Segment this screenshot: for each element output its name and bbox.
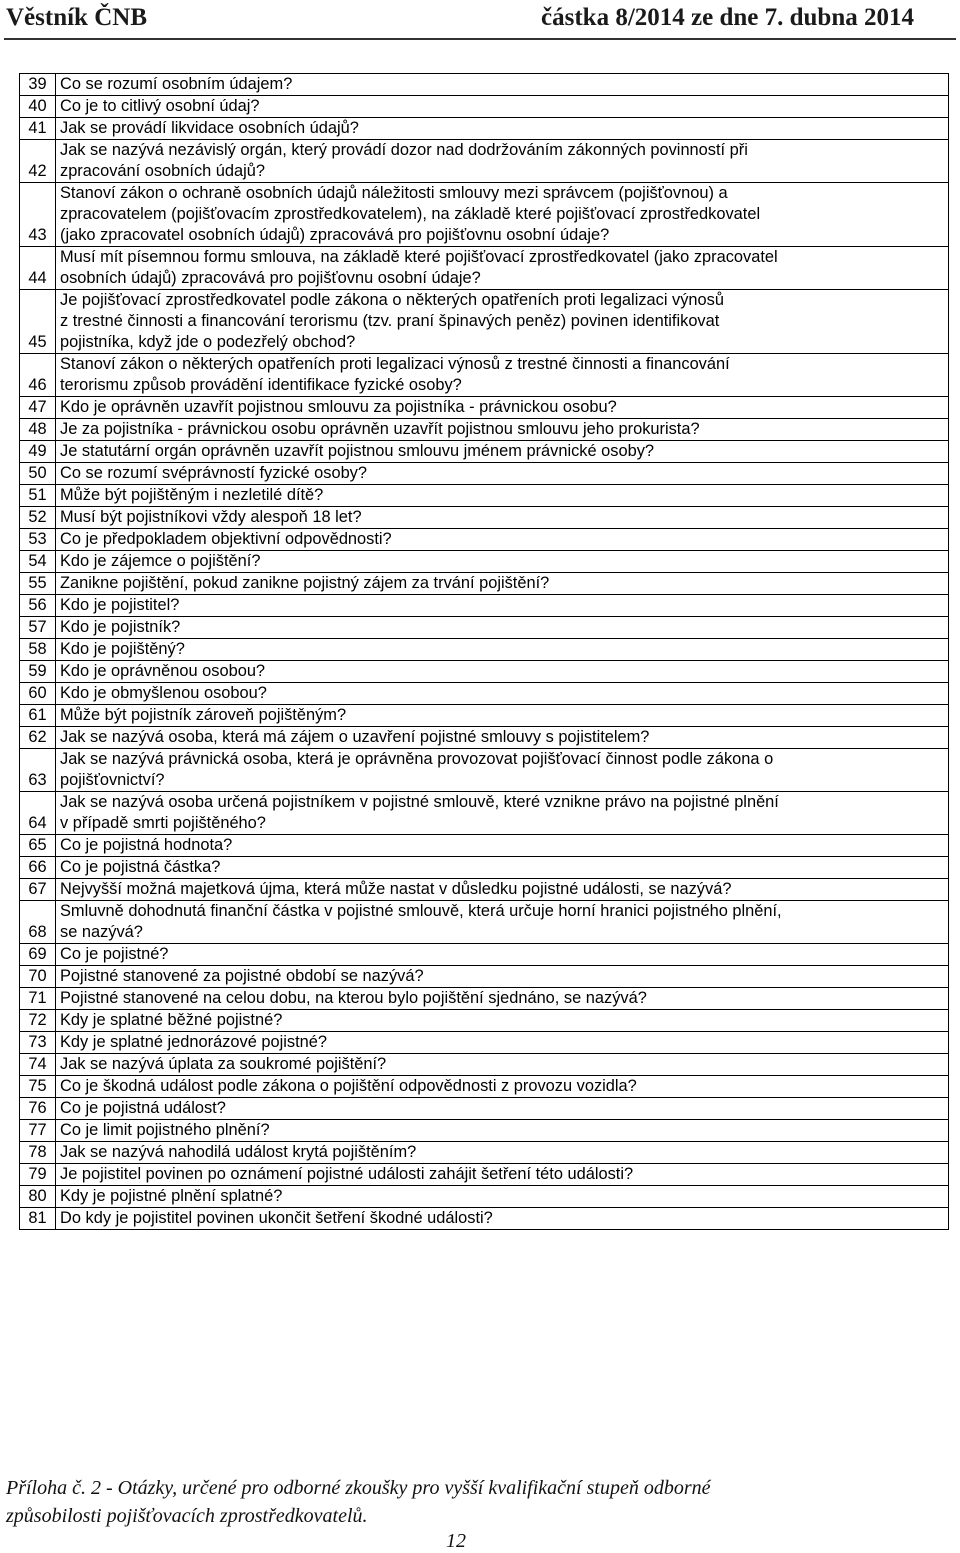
question-text: Nejvyšší možná majetková újma, která může nastat v důsledku pojistné události, se nazývá? [56, 879, 949, 901]
question-row [20, 463, 949, 485]
question-text: Musí být pojistníkovi vždy alespoň 18 let? [56, 507, 949, 529]
question-text: Kdy je splatné jednorázové pojistné? [56, 1032, 949, 1054]
question-row [20, 507, 949, 529]
question-number: 73 [20, 1032, 56, 1054]
question-number: 45 [20, 290, 56, 354]
question-row [20, 529, 949, 551]
question-text: Co je předpokladem objektivní odpovědnosti? [56, 529, 949, 551]
question-number: 54 [20, 551, 56, 573]
question-text: Může být pojištěným i nezletilé dítě? [56, 485, 949, 507]
question-number: 71 [20, 988, 56, 1010]
question-number: 72 [20, 1010, 56, 1032]
question-number: 50 [20, 463, 56, 485]
question-number: 81 [20, 1208, 56, 1230]
question-number: 52 [20, 507, 56, 529]
question-text: Co se rozumí osobním údajem? [56, 74, 949, 96]
question-number: 48 [20, 419, 56, 441]
question-row [20, 1208, 949, 1230]
question-number: 41 [20, 118, 56, 140]
question-text: Do kdy je pojistitel povinen ukončit šetření škodné události? [56, 1208, 949, 1230]
question-number: 80 [20, 1186, 56, 1208]
question-row [20, 573, 949, 595]
question-text: Co je pojistné? [56, 944, 949, 966]
question-text: Jak se nazývá úplata za soukromé pojištění? [56, 1054, 949, 1076]
question-text: Co je pojistná událost? [56, 1098, 949, 1120]
question-text: Stanoví zákon o některých opatřeních proti legalizaci výnosů z trestné činnosti a financování terorismu způsob provádění identifikace fyzické osoby? [56, 354, 949, 397]
question-text: Kdo je oprávněn uzavřít pojistnou smlouvu za pojistníka - právnickou osobu? [56, 397, 949, 419]
question-row [20, 290, 949, 354]
question-row [20, 485, 949, 507]
question-text: Může být pojistník zároveň pojištěným? [56, 705, 949, 727]
question-number: 67 [20, 879, 56, 901]
question-row [20, 1120, 949, 1142]
question-row [20, 1032, 949, 1054]
question-row [20, 1054, 949, 1076]
question-number: 46 [20, 354, 56, 397]
question-text: Pojistné stanovené na celou dobu, na kterou bylo pojištění sjednáno, se nazývá? [56, 988, 949, 1010]
question-text: Co je pojistná hodnota? [56, 835, 949, 857]
question-row [20, 96, 949, 118]
question-text: Co je škodná událost podle zákona o pojištění odpovědnosti z provozu vozidla? [56, 1076, 949, 1098]
question-text: Stanoví zákon o ochraně osobních údajů náležitosti smlouvy mezi správcem (pojišťovnou) a zpracovatelem (pojišťovacím zprostředkovatelem), na základě které pojišťovací zprostředkovatel (jako zpracovatel osobních údajů) zpracovává pro pojišťovnu osobní údaje? [56, 183, 949, 247]
question-text: Smluvně dohodnutá finanční částka v pojistné smlouvě, která určuje horní hranici pojistného plnění, se nazývá? [56, 901, 949, 944]
question-row [20, 74, 949, 96]
question-number: 59 [20, 661, 56, 683]
question-number: 39 [20, 74, 56, 96]
question-row [20, 661, 949, 683]
question-text: Co je limit pojistného plnění? [56, 1120, 949, 1142]
question-row [20, 397, 949, 419]
question-number: 62 [20, 727, 56, 749]
question-number: 61 [20, 705, 56, 727]
question-text: Kdo je pojistník? [56, 617, 949, 639]
question-number: 74 [20, 1054, 56, 1076]
question-row [20, 879, 949, 901]
question-row [20, 683, 949, 705]
question-text: Kdo je pojištěný? [56, 639, 949, 661]
question-row [20, 727, 949, 749]
question-number: 79 [20, 1164, 56, 1186]
question-number: 55 [20, 573, 56, 595]
question-number: 76 [20, 1098, 56, 1120]
question-number: 69 [20, 944, 56, 966]
question-row [20, 441, 949, 463]
question-number: 58 [20, 639, 56, 661]
question-row [20, 617, 949, 639]
question-number: 75 [20, 1076, 56, 1098]
question-number: 49 [20, 441, 56, 463]
question-text: Kdo je zájemce o pojištění? [56, 551, 949, 573]
question-number: 66 [20, 857, 56, 879]
question-text: Zanikne pojištění, pokud zanikne pojistný zájem za trvání pojištění? [56, 573, 949, 595]
question-number: 57 [20, 617, 56, 639]
question-text: Musí mít písemnou formu smlouva, na základě které pojišťovací zprostředkovatel (jako zpracovatel osobních údajů) zpracovává pro pojišťovnu osobní údaje? [56, 247, 949, 290]
question-number: 65 [20, 835, 56, 857]
question-text: Jak se nazývá osoba, která má zájem o uzavření pojistné smlouvy s pojistitelem? [56, 727, 949, 749]
question-text: Co se rozumí svéprávností fyzické osoby? [56, 463, 949, 485]
question-row [20, 1076, 949, 1098]
question-text: Kdo je oprávněnou osobou? [56, 661, 949, 683]
question-number: 70 [20, 966, 56, 988]
question-text: Jak se nazývá právnická osoba, která je oprávněna provozovat pojišťovací činnost podle zákona o pojišťovnictví? [56, 749, 949, 792]
question-text: Co je pojistná částka? [56, 857, 949, 879]
question-number: 44 [20, 247, 56, 290]
question-row [20, 857, 949, 879]
question-row [20, 247, 949, 290]
question-row [20, 705, 949, 727]
question-number: 60 [20, 683, 56, 705]
question-number: 43 [20, 183, 56, 247]
question-row [20, 749, 949, 792]
question-text: Kdy je splatné běžné pojistné? [56, 1010, 949, 1032]
question-row [20, 140, 949, 183]
question-text: Jak se nazývá nahodilá událost krytá pojištěním? [56, 1142, 949, 1164]
annex-caption: Příloha č. 2 - Otázky, určené pro odborné zkoušky pro vyšší kvalifikační stupeň odborné způsobilosti pojišťovacích zprostředkovatelů. [6, 1477, 711, 1527]
question-row [20, 1142, 949, 1164]
question-row [20, 1098, 949, 1120]
question-text: Je pojistitel povinen po oznámení pojistné události zahájit šetření této události? [56, 1164, 949, 1186]
question-row [20, 639, 949, 661]
page-number: 12 [446, 1530, 466, 1552]
question-number: 42 [20, 140, 56, 183]
issue-info: částka 8/2014 ze dne 7. dubna 2014 [541, 4, 914, 31]
question-row [20, 354, 949, 397]
question-number: 53 [20, 529, 56, 551]
question-text: Jak se nazývá nezávislý orgán, který provádí dozor nad dodržováním zákonných povinností při zpracování osobních údajů? [56, 140, 949, 183]
question-number: 51 [20, 485, 56, 507]
question-row [20, 944, 949, 966]
question-text: Co je to citlivý osobní údaj? [56, 96, 949, 118]
question-number: 63 [20, 749, 56, 792]
question-row [20, 1186, 949, 1208]
question-text: Jak se provádí likvidace osobních údajů? [56, 118, 949, 140]
questions-table [19, 73, 949, 1230]
question-row [20, 118, 949, 140]
question-row [20, 901, 949, 944]
question-number: 68 [20, 901, 56, 944]
question-text: Kdo je obmyšlenou osobou? [56, 683, 949, 705]
question-row [20, 551, 949, 573]
question-text: Kdy je pojistné plnění splatné? [56, 1186, 949, 1208]
question-text: Pojistné stanovené za pojistné období se nazývá? [56, 966, 949, 988]
question-row [20, 988, 949, 1010]
question-row [20, 792, 949, 835]
question-text: Kdo je pojistitel? [56, 595, 949, 617]
question-row [20, 595, 949, 617]
question-row [20, 1164, 949, 1186]
question-number: 40 [20, 96, 56, 118]
question-number: 77 [20, 1120, 56, 1142]
question-row [20, 183, 949, 247]
question-row [20, 419, 949, 441]
journal-title: Věstník ČNB [6, 4, 147, 31]
question-row [20, 1010, 949, 1032]
question-number: 64 [20, 792, 56, 835]
question-number: 78 [20, 1142, 56, 1164]
question-text: Jak se nazývá osoba určená pojistníkem v pojistné smlouvě, které vznikne právo na pojistné plnění v případě smrti pojištěného? [56, 792, 949, 835]
question-row [20, 835, 949, 857]
page-header [4, 2, 956, 40]
question-number: 47 [20, 397, 56, 419]
question-text: Je za pojistníka - právnickou osobu oprávněn uzavřít pojistnou smlouvu jeho prokurista? [56, 419, 949, 441]
question-row [20, 966, 949, 988]
question-number: 56 [20, 595, 56, 617]
question-text: Je statutární orgán oprávněn uzavřít pojistnou smlouvu jménem právnické osoby? [56, 441, 949, 463]
question-text: Je pojišťovací zprostředkovatel podle zákona o některých opatřeních proti legalizaci výnosů z trestné činnosti a financování terorismu (tzv. praní špinavých peněz) povinen identifikovat pojistníka, když jde o podezřelý obchod? [56, 290, 949, 354]
